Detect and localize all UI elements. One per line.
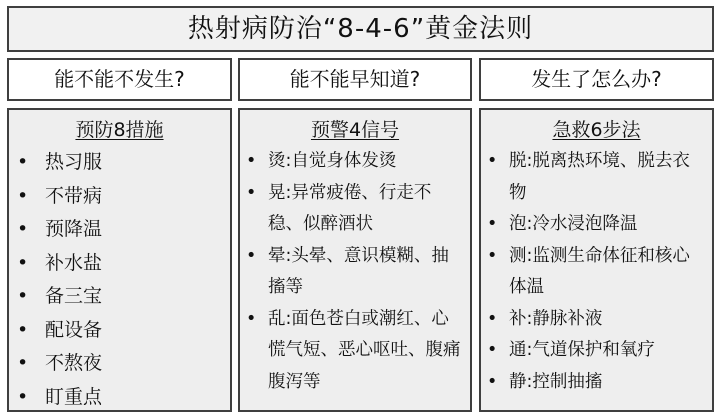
list-item [481,209,706,241]
warning-panel [238,108,472,412]
question-prevent: 能不能不发生? [54,67,185,91]
warning-heading: 预警4信号 [310,119,400,141]
bullet: • [17,352,29,374]
list-item [240,146,464,178]
list-item-text: 测:监测生命体征和核心体温 [509,245,690,297]
bullet: • [17,251,29,274]
list-item-text: 补水盐 [45,251,103,274]
bullet: • [17,151,29,173]
list-item [481,304,706,336]
list-item-text: 晕:头晕、意识模糊、抽搐等 [268,245,449,297]
rescue-list [481,146,712,398]
prevention-panel [7,108,232,412]
question-warn: 能不能早知道? [289,67,421,91]
bullet: • [487,151,498,171]
list-item [9,381,230,415]
list-item-text: 乱:面色苍白或潮红、心慌气短、恶心呕吐、腹痛腹泻等 [268,308,461,392]
prevention-list [9,146,230,414]
bullet: • [487,214,498,234]
list-item [481,241,706,304]
bullet: • [246,151,257,171]
rescue-heading: 急救6步法 [552,119,641,141]
list-item [481,146,706,209]
title-banner [7,6,714,52]
list-item-text: 热习服 [45,151,103,173]
list-item [481,367,706,399]
bullet: • [487,340,498,360]
list-item-text: 盯重点 [45,385,103,408]
list-item [9,280,230,314]
list-item-text: 脱:脱离热环境、脱去衣物 [509,151,690,203]
list-item-text: 配设备 [45,318,103,341]
list-item-text: 不熬夜 [45,352,103,374]
bullet: • [17,318,29,341]
bullet: • [487,371,498,392]
question-box-warn [238,58,472,101]
prevention-heading: 预防8措施 [75,119,164,141]
list-item [481,335,706,367]
list-item-text: 预降温 [45,218,103,240]
list-item [9,347,230,381]
bullet: • [17,218,29,240]
list-item [9,213,230,247]
warning-list [240,146,470,398]
list-item [240,304,464,399]
list-item [240,241,464,304]
bullet: • [17,385,29,408]
page-title: 热射病防治“8-4-6”黄金法则 [187,14,534,44]
list-item [9,180,230,214]
question-box-prevent [7,58,232,101]
list-item [9,146,230,180]
rescue-panel [479,108,714,412]
list-item-text: 补:静脉补液 [509,308,603,329]
list-item-text: 通:气道保护和氧疗 [509,340,655,360]
list-item-text: 备三宝 [45,285,103,307]
list-item-text: 静:控制抽搐 [509,371,603,392]
list-item-text: 泡:冷水浸泡降温 [509,214,638,234]
bullet: • [487,245,498,266]
bullet: • [17,285,29,307]
bullet: • [246,245,257,266]
bullet: • [246,182,257,203]
list-item [9,247,230,281]
list-item-text: 烫:自觉身体发烫 [268,151,397,171]
list-item-text: 不带病 [45,184,103,207]
question-box-rescue [479,58,714,101]
list-item [9,314,230,348]
list-item-text: 晃:异常疲倦、行走不稳、似醉酒状 [268,182,432,234]
bullet: • [17,184,29,207]
list-item [240,178,464,241]
question-rescue: 发生了怎么办? [531,67,662,91]
bullet: • [487,308,498,329]
bullet: • [246,308,257,329]
